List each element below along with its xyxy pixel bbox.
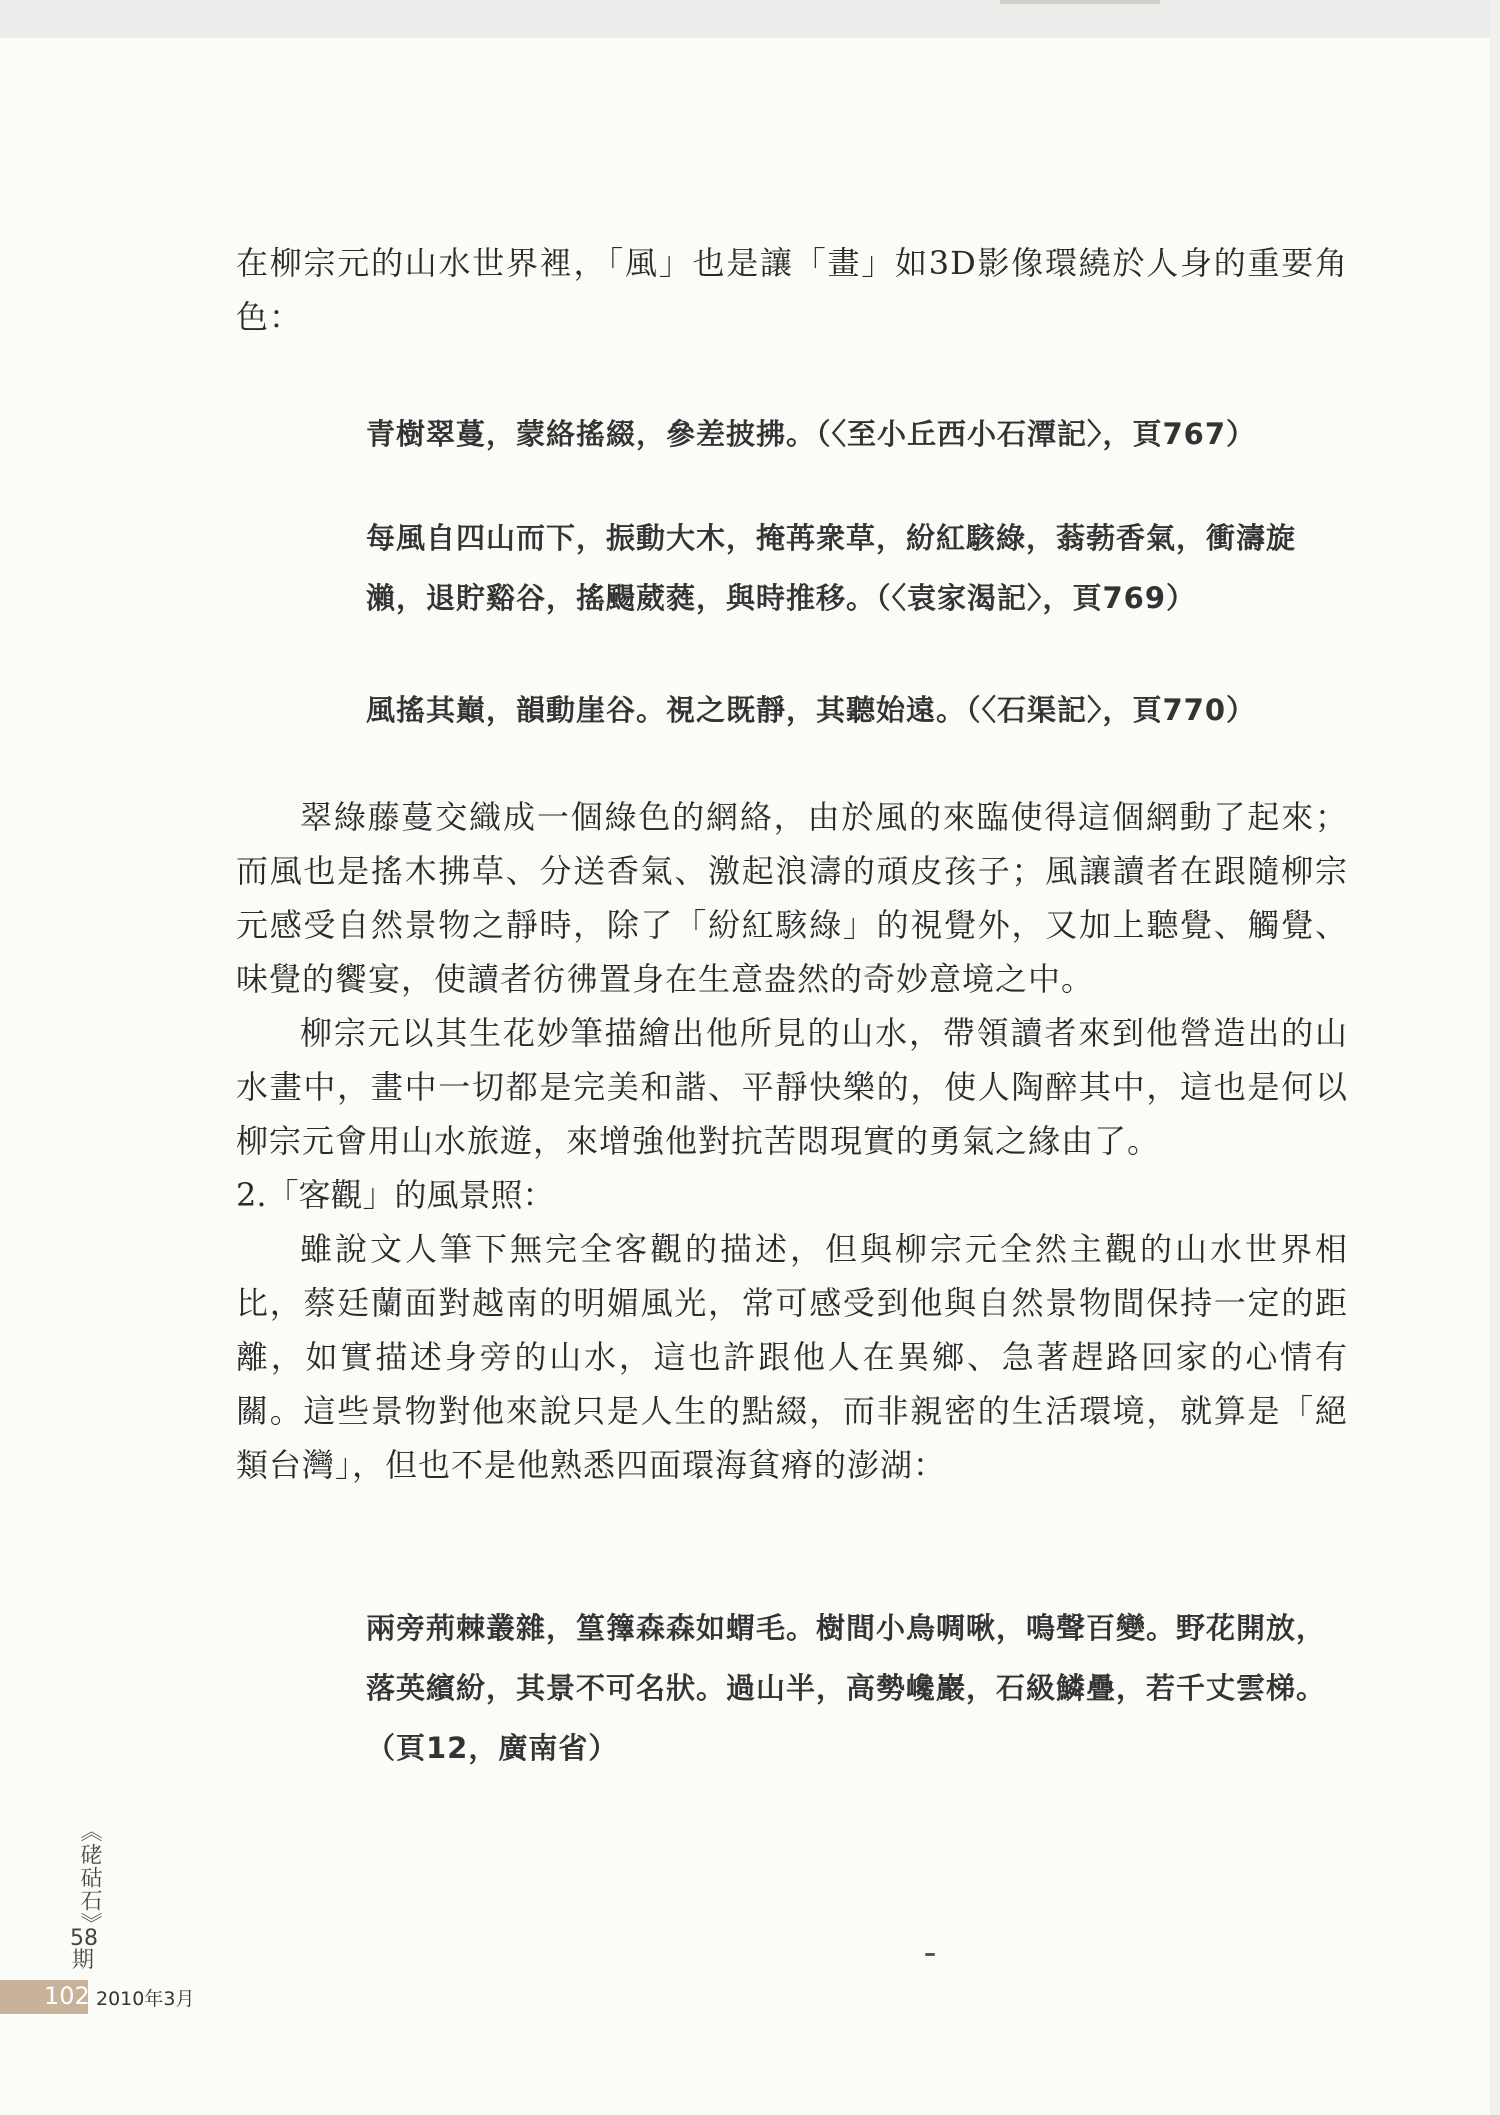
scan-top-strip [0, 0, 1500, 38]
issue-number: 58期 [70, 1926, 98, 1973]
publication-date: 2010年3月 [96, 1988, 195, 2010]
quote-shiqu: 風搖其巔，韻動崖谷。視之既靜，其聽始遠。（〈石渠記〉，頁770） [366, 693, 1257, 727]
scan-right-edge [1490, 0, 1500, 2115]
quote-yuanjiake: 每風自四山而下，振動大木，掩苒衆草，紛紅駭綠，蓊葧香氣，衝濤旋瀨，退貯谿谷，搖颺葳蕤，與時推移。（〈袁家渴記〉，頁769） [366, 521, 1297, 615]
paragraph-cai-tinglan: 雖說文人筆下無完全客觀的描述，但與柳宗元全然主觀的山水世界相比，蔡廷蘭面對越南的明媚風光，常可感受到他與自然景物間保持一定的距離，如實描述身旁的山水，這也許跟他人在異鄉、急著趕路回家的心情有關。這些景物對他來說只是人生的點綴，而非親密的生活環境，就算是「絕類台灣」，但也不是他熟悉四面環海貧瘠的澎湖： [236, 1230, 1348, 1484]
page-number: 102 [44, 1982, 90, 2010]
quote-guangnan: 兩旁荊棘叢雜，篁籜森森如蝟毛。樹間小鳥啁啾，鳴聲百變。野花開放，落英繽紛，其景不可名狀。過山半，高勢巉巖，石級鱗疊，若千丈雲梯。（頁12，廣南省） [366, 1611, 1327, 1765]
quote-xiaoshitan: 青樹翠蔓，蒙絡搖綴，參差披拂。（〈至小丘西小石潭記〉，頁767） [366, 417, 1257, 451]
paragraph-wind-analysis: 翠綠藤蔓交織成一個綠色的網絡，由於風的來臨使得這個網動了起來；而風也是搖木拂草、分送香氣、激起浪濤的頑皮孩子；風讓讀者在跟隨柳宗元感受自然景物之靜時，除了「紛紅駭綠」的視覺外，又加上聽覺、觸覺、味覺的饗宴，使讀者彷彿置身在生意盎然的奇妙意境之中。 [236, 798, 1348, 998]
scan-speck [925, 1953, 935, 1956]
top-strip-mark [1000, 0, 1160, 4]
journal-title: 《硓𥑮石》 [77, 1820, 102, 1935]
section-heading-objective: 2.「客觀」的風景照： [236, 1176, 555, 1214]
paragraph-wind-intro: 在柳宗元的山水世界裡，「風」也是讓「畫」如3D影像環繞於人身的重要角色： [236, 244, 1348, 336]
paragraph-liu-summary: 柳宗元以其生花妙筆描繪出他所見的山水，帶領讀者來到他營造出的山水畫中，畫中一切都是完美和諧、平靜快樂的，使人陶醉其中，這也是何以柳宗元會用山水旅遊，來增強他對抗苦悶現實的勇氣之緣由了。 [236, 1014, 1348, 1160]
